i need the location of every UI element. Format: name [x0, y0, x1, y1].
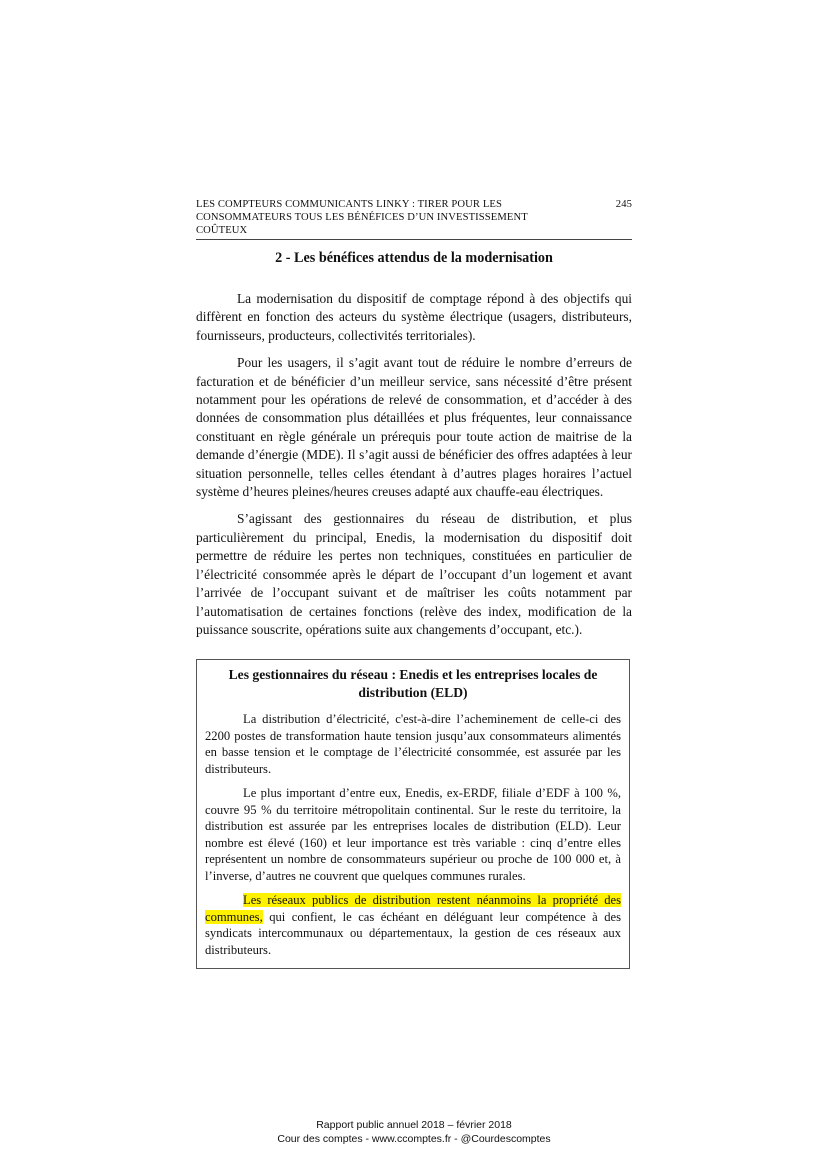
- info-box-paragraph: Le plus important d’entre eux, Enedis, ex-ERDF, filiale d’EDF à 100 %, couvre 95 % du territoire métropolitain continental. Sur le reste du territoire, la distribution est assurée par les entreprises locales de distribution (ELD). Leur nombre est élevé (160) et leur importance est très variable : cinq d’entre elles représentent un nombre de consommateurs supérieur ou proche de 100 000 et, à l’inverse, d’autres ne couvrent que quelques communes rurales.: [205, 786, 621, 883]
- body-text: [196, 290, 632, 648]
- page-number: 245: [615, 199, 632, 210]
- paragraph: Pour les usagers, il s’agit avant tout de réduire le nombre d’erreurs de facturation et de bénéficier d’un meilleur service, sans nécessité d’être présent notamment pour les opérations de relevé de consommation, et d’accéder à des données de consommation plus détaillées et plus fréquentes, leur connaissance constituant en règle générale un prérequis pour toute action de maitrise de la demande d’énergie (MDE). Il s’agit aussi de bénéficier des offres adaptées à leur situation personnelle, telles celles étendant à d’autres plages horaires l’actuel système d’heures pleines/heures creuses adapté aux chauffe-eau électriques.: [196, 355, 632, 500]
- page-footer: [196, 1118, 632, 1146]
- info-box-title: Les gestionnaires du réseau : Enedis et les entreprises locales de distribution (ELD): [228, 667, 598, 700]
- footer-report-line: Rapport public annuel 2018 – février 2018: [316, 1119, 512, 1131]
- footer-publisher-line: Cour des comptes - www.ccomptes.fr - @Courdescomptes: [277, 1133, 551, 1145]
- header-divider: [196, 239, 632, 240]
- running-header: [196, 198, 632, 237]
- paragraph-continuation: qui confient, le cas échéant en déléguant leur compétence à des syndicats intercommunaux ou départementaux, la gestion de ces réseaux aux distributeurs.: [205, 909, 621, 957]
- section-title: 2 - Les bénéfices attendus de la modernisation: [275, 250, 553, 266]
- running-header-title: LES COMPTEURS COMMUNICANTS LINKY : TIRER POUR LES CONSOMMATEURS TOUS LES BÉNÉFICES D’UN INVESTISSEMENT COÛTEUX: [196, 199, 528, 236]
- info-box-paragraph-highlighted: [205, 892, 621, 958]
- info-box-paragraph: La distribution d’électricité, c'est-à-dire l’acheminement de celle-ci des 2200 postes de transformation haute tension jusqu’aux consommateurs alimentés en basse tension et le comptage de l’électricité consommée, est assurée par les distributeurs.: [205, 712, 621, 776]
- highlighted-text: Les réseaux publics de distribution restent néanmoins la propriété des communes,: [205, 893, 621, 924]
- paragraph: S’agissant des gestionnaires du réseau de distribution, et plus particulièrement du principal, Enedis, la modernisation du dispositif doit permettre de réduire les pertes non techniques, constituées en particulier de l’électricité consommée après le départ de l’occupant d’un logement et avant l’arrivée de l’occupant suivant et de maîtriser les coûts notamment par l’automatisation de certaines fonctions (relève des index, modification de la puissance souscrite, opérations suite aux changements d’occupant, etc.).: [196, 511, 632, 637]
- paragraph: La modernisation du dispositif de comptage répond à des objectifs qui diffèrent en fonction des acteurs du système électrique (usagers, distributeurs, fournisseurs, producteurs, collectivités territoriales).: [196, 291, 632, 343]
- info-box: [196, 659, 630, 969]
